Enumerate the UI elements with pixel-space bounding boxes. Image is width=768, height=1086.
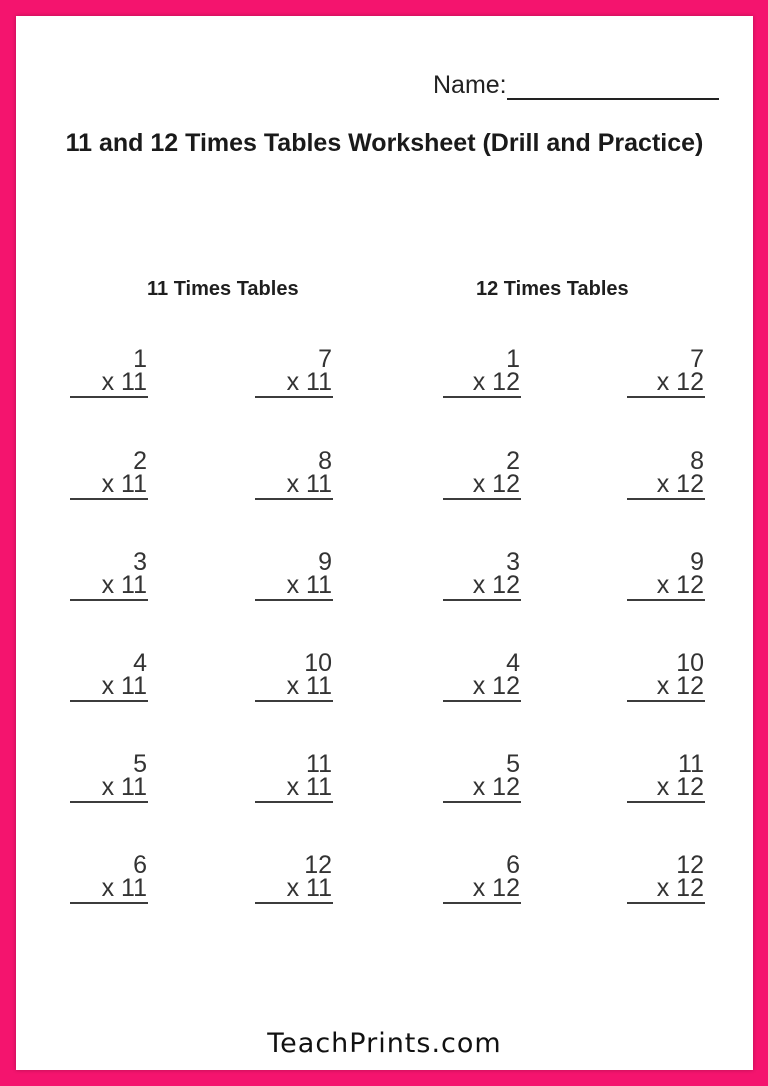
multiplier: x 11 — [286, 470, 332, 498]
section-header-11-times: 11 Times Tables — [147, 278, 299, 300]
problem-3-x12 — [443, 550, 521, 601]
multiplier: x 11 — [286, 874, 332, 902]
multiplier: x 12 — [472, 470, 520, 498]
multiplier: x 12 — [656, 672, 704, 700]
multiplicand: 3 — [133, 548, 147, 576]
multiplicand: 8 — [318, 447, 332, 475]
multiplicand: 9 — [690, 548, 704, 576]
multiplier: x 12 — [656, 470, 704, 498]
multiplicand: 8 — [690, 447, 704, 475]
section-header-12-times: 12 Times Tables — [476, 278, 629, 300]
multiplicand: 11 — [678, 750, 704, 778]
multiplicand: 12 — [304, 851, 332, 879]
name-row — [433, 70, 719, 100]
multiplicand: 1 — [506, 345, 520, 373]
multiplicand: 9 — [318, 548, 332, 576]
multiplicand: 2 — [506, 447, 520, 475]
problem-12-x11 — [255, 853, 333, 904]
problem-11-x11 — [255, 752, 333, 803]
multiplier: x 12 — [656, 571, 704, 599]
problem-2-x11 — [70, 449, 148, 500]
problem-5-x11 — [70, 752, 148, 803]
multiplicand: 6 — [133, 851, 147, 879]
multiplier: x 12 — [472, 672, 520, 700]
multiplier: x 11 — [101, 368, 147, 396]
worksheet-title: 11 and 12 Times Tables Worksheet (Drill and Practice) — [65, 129, 704, 157]
problem-8-x11 — [255, 449, 333, 500]
multiplier: x 12 — [656, 874, 704, 902]
multiplier: x 12 — [472, 368, 520, 396]
name-blank-line — [507, 70, 719, 100]
multiplier: x 11 — [101, 672, 147, 700]
multiplicand: 10 — [676, 649, 704, 677]
multiplicand: 10 — [304, 649, 332, 677]
multiplicand: 4 — [506, 649, 520, 677]
problem-10-x11 — [255, 651, 333, 702]
problem-2-x12 — [443, 449, 521, 500]
problem-8-x12 — [627, 449, 705, 500]
problem-6-x11 — [70, 853, 148, 904]
multiplicand: 1 — [133, 345, 147, 373]
problem-4-x12 — [443, 651, 521, 702]
multiplicand: 12 — [676, 851, 704, 879]
problem-7-x12 — [627, 347, 705, 398]
problem-6-x12 — [443, 853, 521, 904]
multiplier: x 12 — [472, 571, 520, 599]
multiplicand: 11 — [306, 750, 332, 778]
multiplier: x 11 — [101, 773, 147, 801]
multiplicand: 5 — [506, 750, 520, 778]
problem-4-x11 — [70, 651, 148, 702]
problem-9-x12 — [627, 550, 705, 601]
multiplier: x 11 — [101, 571, 147, 599]
multiplier: x 12 — [656, 773, 704, 801]
multiplicand: 3 — [506, 548, 520, 576]
multiplicand: 7 — [318, 345, 332, 373]
multiplicand: 6 — [506, 851, 520, 879]
problem-10-x12 — [627, 651, 705, 702]
worksheet-page — [16, 16, 753, 1070]
multiplier: x 12 — [472, 773, 520, 801]
problem-7-x11 — [255, 347, 333, 398]
multiplier: x 11 — [101, 874, 147, 902]
problem-12-x12 — [627, 853, 705, 904]
multiplicand: 2 — [133, 447, 147, 475]
multiplicand: 7 — [690, 345, 704, 373]
multiplier: x 11 — [286, 672, 332, 700]
problem-11-x12 — [627, 752, 705, 803]
multiplicand: 5 — [133, 750, 147, 778]
name-label: Name: — [433, 71, 507, 99]
footer-site-name: TeachPrints.com — [267, 1028, 502, 1059]
problem-9-x11 — [255, 550, 333, 601]
multiplier: x 11 — [286, 571, 332, 599]
multiplicand: 4 — [133, 649, 147, 677]
problem-1-x11 — [70, 347, 148, 398]
multiplier: x 12 — [656, 368, 704, 396]
problem-3-x11 — [70, 550, 148, 601]
problem-1-x12 — [443, 347, 521, 398]
multiplier: x 11 — [101, 470, 147, 498]
problem-5-x12 — [443, 752, 521, 803]
multiplier: x 11 — [286, 773, 332, 801]
multiplier: x 11 — [286, 368, 332, 396]
multiplier: x 12 — [472, 874, 520, 902]
